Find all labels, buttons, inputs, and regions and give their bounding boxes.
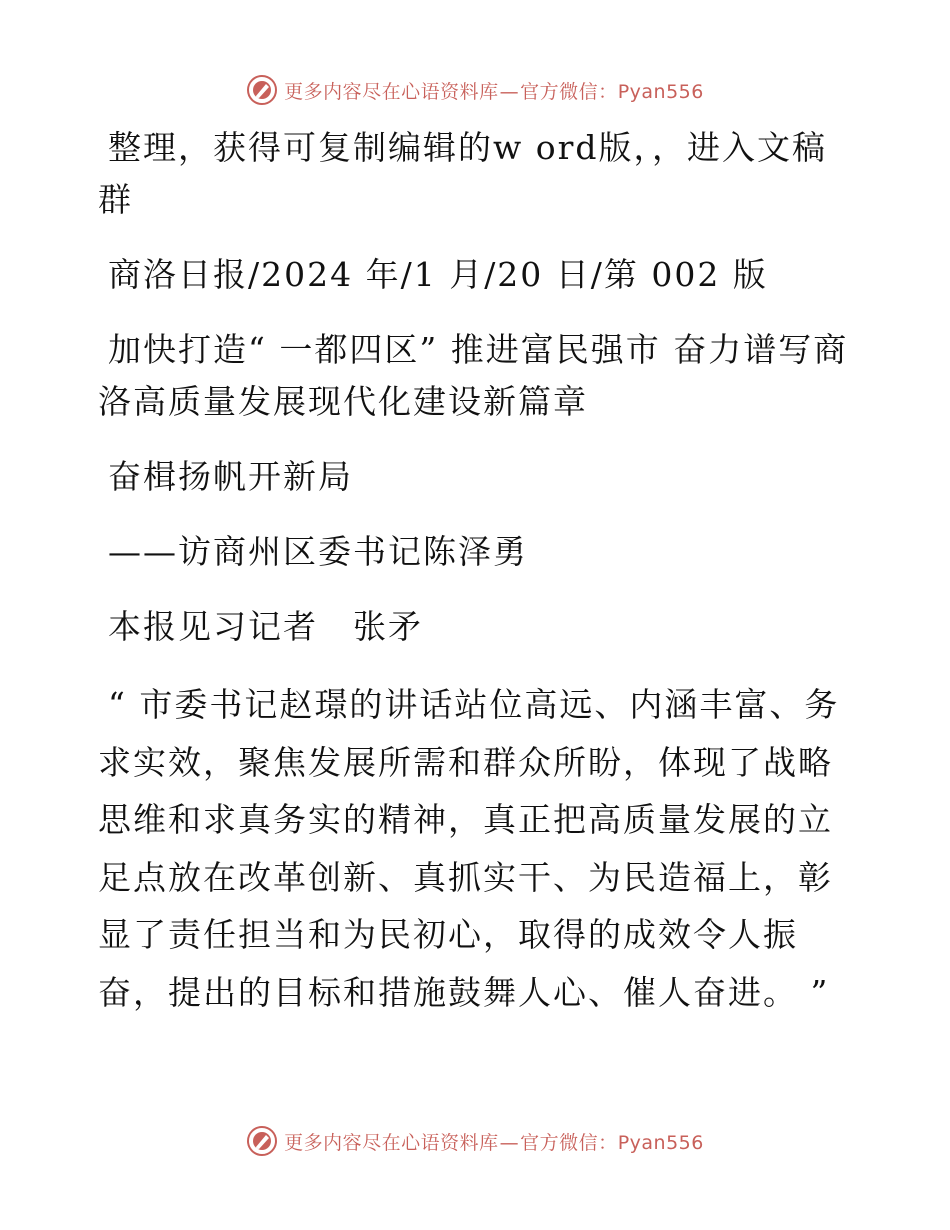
headline: 加快打造“ 一都四区” 推进富民强市 奋力谱写商洛高质量发展现代化建设新篇章 [98, 330, 849, 421]
watermark-separator: — [499, 1131, 520, 1154]
header-watermark [0, 70, 950, 110]
interview-line: ——访商州区委书记陈泽勇 [108, 532, 528, 571]
footer-watermark [0, 1121, 950, 1161]
source-line: 商洛日报/2024 年/1 月/20 日/第 002 版 [108, 255, 768, 294]
watermark-site-text: 更多内容尽在心语资料库 [284, 80, 499, 103]
pen-seal-icon [246, 74, 278, 106]
watermark-text [284, 77, 704, 104]
watermark-site-text: 更多内容尽在心语资料库 [284, 1131, 499, 1154]
watermark-separator: — [499, 80, 520, 103]
pen-seal-icon [246, 1125, 278, 1157]
watermark-wechat-id: Pyan556 [617, 1131, 704, 1154]
intro-line: 整理，获得可复制编辑的w ord版，，进入文稿群 [98, 128, 828, 219]
watermark-wechat-id: Pyan556 [617, 80, 704, 103]
watermark-wechat-label: 官方微信： [520, 80, 618, 103]
document-body [98, 122, 858, 1044]
quote-paragraph: “ 市委书记赵璟的讲话站位高远、内涵丰富、务求实效，聚焦发展所需和群众所盼，体现了战略思维和求真务实的精神，真正把高质量发展的立足点放在改革创新、真抓实干、为民造福上，彰显了责任担当和为民初心，取得的成效令人振奋，提出的目标和措施鼓舞人心、催人奋进。 ” [98, 685, 840, 1012]
subheadline: 奋楫扬帆开新局 [108, 457, 353, 496]
watermark-text [284, 1128, 704, 1155]
watermark-wechat-label: 官方微信： [520, 1131, 618, 1154]
byline: 本报见习记者 张矛 [108, 607, 423, 646]
